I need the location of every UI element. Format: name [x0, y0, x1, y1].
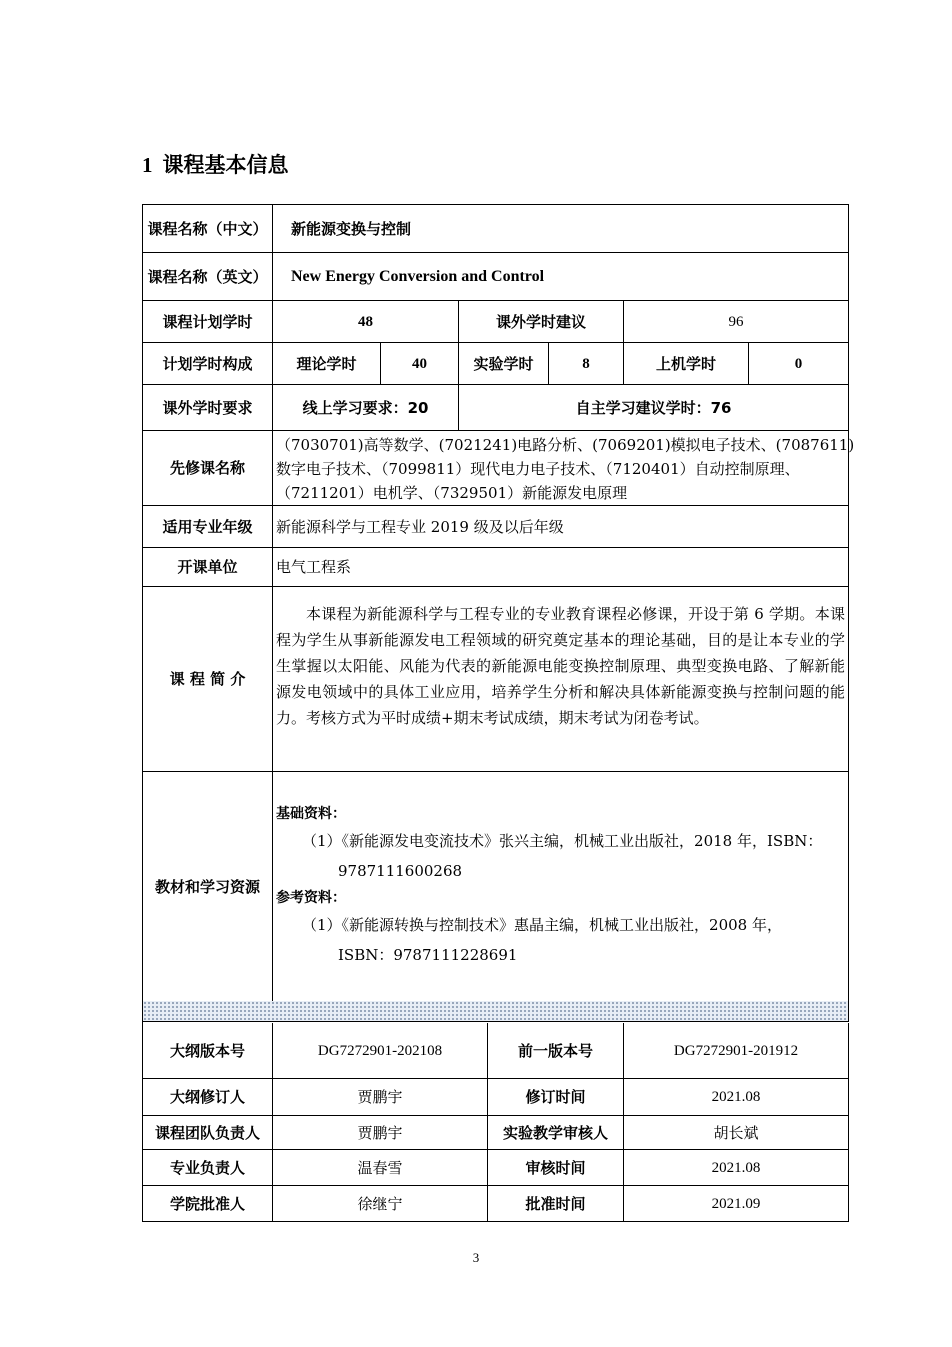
dept-label: 开课单位: [143, 548, 273, 587]
section-title: 课程基本信息: [162, 153, 289, 177]
theory-hours-value: 40: [381, 343, 459, 385]
resources-label: 教材和学习资源: [143, 772, 273, 1002]
extra-hours-label: 课外学时建议: [459, 301, 624, 343]
approver-label: 学院批准人: [143, 1186, 273, 1222]
course-info-table: [142, 204, 855, 1222]
lab-reviewer-value: 胡长斌: [624, 1116, 849, 1150]
prereq-list: [273, 431, 855, 506]
structure-label: 计划学时构成: [143, 343, 273, 385]
prereq-line: 数字电子技术、（7099811）现代电力电子技术、（7120401）自动控制原理、: [276, 460, 800, 478]
course-name-cn-label: 课程名称（中文）: [143, 205, 273, 253]
reviser-value: 贾鹏宇: [273, 1079, 488, 1116]
outline-version-label: 大纲版本号: [143, 1023, 273, 1079]
review-time-value: 2021.08: [624, 1150, 849, 1186]
team-lead-label: 课程团队负责人: [143, 1116, 273, 1150]
extra-req-label: 课外学时要求: [143, 385, 273, 431]
major-lead-value: 温春雪: [273, 1150, 488, 1186]
basic-resource-item: （1）《新能源发电变流技术》张兴主编，机械工业出版社，2018 年，ISBN：: [302, 832, 823, 850]
intro-cell: [273, 587, 849, 772]
major-label: 适用专业年级: [143, 506, 273, 548]
reviser-label: 大纲修订人: [143, 1079, 273, 1116]
self-study-hours: 自主学习建议学时：76: [459, 385, 849, 431]
section-number: 1: [142, 153, 153, 177]
intro-label: 课 程 简 介: [143, 587, 273, 772]
plan-hours-value: 48: [273, 301, 459, 343]
online-req: 线上学习要求：20: [273, 385, 459, 431]
dept-value: 电气工程系: [273, 548, 849, 587]
lab-hours-value: 8: [549, 343, 624, 385]
page-number: 3: [472, 1250, 480, 1265]
revise-time-value: 2021.08: [624, 1079, 849, 1116]
approve-time-label: 批准时间: [488, 1186, 624, 1222]
prereq-line: （7030701)高等数学、(7021241)电路分析、(7069201)模拟电子技术、(7087611): [276, 436, 855, 454]
lab-reviewer-label: 实验教学审核人: [488, 1116, 624, 1150]
extra-hours-value: 96: [624, 301, 849, 343]
reference-resources-heading: 参考资料：: [276, 890, 346, 906]
approver-value: 徐继宁: [273, 1186, 488, 1222]
theory-hours-label: 理论学时: [273, 343, 381, 385]
reference-resource-item: （1）《新能源转换与控制技术》惠晶主编，机械工业出版社，2008 年，: [302, 916, 782, 934]
plan-hours-label: 课程计划学时: [143, 301, 273, 343]
prereq-label: 先修课名称: [143, 431, 273, 506]
computer-hours-label: 上机学时: [624, 343, 749, 385]
course-name-cn: 新能源变换与控制: [273, 205, 849, 253]
prev-version-value: DG7272901-201912: [624, 1023, 849, 1079]
team-lead-value: 贾鹏宇: [273, 1116, 488, 1150]
prev-version-label: 前一版本号: [488, 1023, 624, 1079]
resources-cell: [273, 772, 849, 1002]
review-time-label: 审核时间: [488, 1150, 624, 1186]
approve-time-value: 2021.09: [624, 1186, 849, 1222]
dotted-separator: [142, 1001, 849, 1022]
major-value: 新能源科学与工程专业 2019 级及以后年级: [273, 506, 849, 548]
major-lead-label: 专业负责人: [143, 1150, 273, 1186]
reference-resource-isbn: ISBN：9787111228691: [338, 946, 518, 964]
basic-resource-isbn: 9787111600268: [338, 862, 463, 880]
course-name-en: New Energy Conversion and Control: [273, 253, 849, 301]
lab-hours-label: 实验学时: [459, 343, 549, 385]
revise-time-label: 修订时间: [488, 1079, 624, 1116]
computer-hours-value: 0: [749, 343, 849, 385]
course-name-en-label: 课程名称（英文）: [143, 253, 273, 301]
outline-version-value: DG7272901-202108: [273, 1023, 488, 1079]
section-heading: [142, 150, 289, 180]
prereq-line: （7211201）电机学、（7329501）新能源发电原理: [276, 484, 628, 502]
course-intro: 本课程为新能源科学与工程专业的专业教育课程必修课，开设于第 6 学期。本课程为学生从事新能源发电工程领域的研究奠定基本的理论基础，目的是让本专业的学生掌握以太阳能、风能为代表的新能源电能变换控制原理、典型变换电路、了解新能源发电领域中的具体工业应用，培养学生分析和解决具体新能源变换与控制问题的能力。考核方式为平时成绩+期末考试成绩，期末考试为闭卷考试。: [276, 605, 845, 727]
basic-resources-heading: 基础资料：: [276, 806, 346, 822]
